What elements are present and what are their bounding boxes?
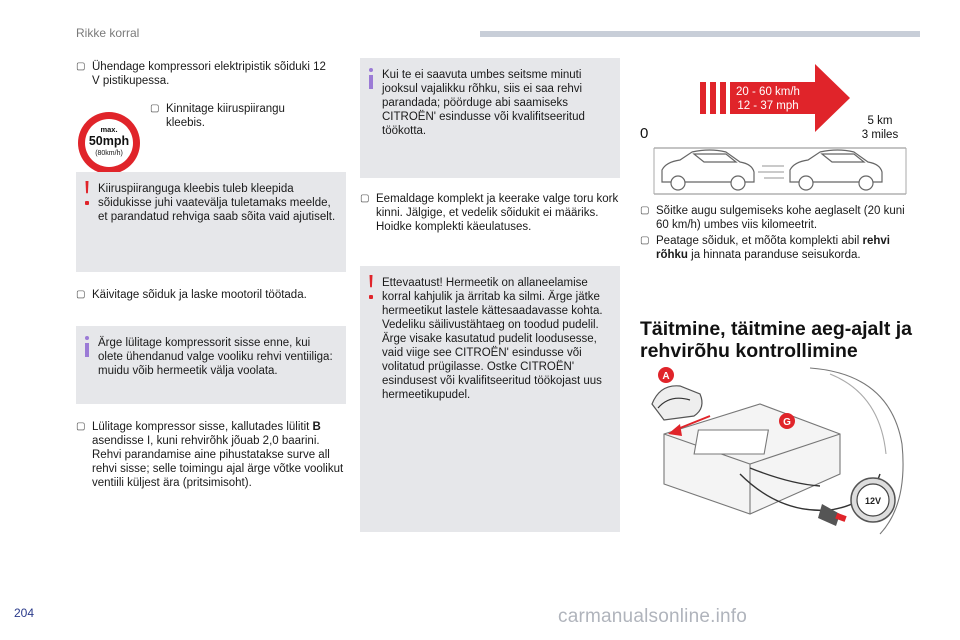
info-icon — [85, 343, 89, 357]
label-a-text: A — [662, 371, 670, 382]
step-text-part: Lülitage kompressor sisse, kallutades lülitit — [92, 421, 313, 433]
info-box-pressure — [360, 58, 620, 178]
warning-text: Kiiruspiiranguga kleebis tuleb kleepida sõidukisse juhi vaatevälja tuletamaks meelde, et parandatud rehviga saab sõita vaid ajutiselt. — [98, 183, 336, 223]
step-switch-on — [76, 420, 346, 490]
compressor-kit-illustration — [640, 364, 910, 536]
speed-mph-text: 12 - 37 mph — [737, 100, 799, 112]
checkbox-icon: ▢ — [76, 421, 86, 432]
warning-icon-dot — [369, 295, 373, 299]
info-icon-dot — [85, 336, 89, 340]
watermark: carmanualsonline.info — [558, 606, 748, 627]
distance-miles-text: 3 miles — [861, 129, 899, 141]
step-text: Eemaldage komplekt ja keerake valge toru kork kinni. Jälgige, et vedelik sõidukit ei määriks. Hoidke komplekti käeulatuses. — [376, 193, 619, 233]
speed-stripe — [720, 82, 726, 114]
info-icon — [369, 75, 373, 89]
checkbox-icon: ▢ — [640, 205, 650, 216]
warning-icon — [368, 275, 374, 292]
speed-stripe — [710, 82, 716, 114]
info-text: Ärge lülitage kompressorit sisse enne, kui olete ühendanud valge vooliku rehvi ventiiliga: muidu võib hermeetik välja voolata. — [98, 337, 333, 377]
warning-icon-dot — [85, 201, 89, 205]
section-title: Täitmine, täitmine aeg-ajalt ja rehvirõhu kontrollimine — [640, 318, 912, 362]
step-start-engine — [76, 288, 346, 302]
warning-box-sealant — [360, 266, 620, 532]
step-sticker — [150, 102, 310, 130]
drive-speed-illustration — [640, 62, 908, 196]
car-moving-icon — [758, 150, 882, 190]
step-text — [92, 421, 343, 489]
speed-kmh-text: 20 - 60 km/h — [736, 86, 800, 98]
warning-box-sticker — [76, 172, 346, 272]
step-connect-plug — [76, 60, 336, 88]
page-number: 204 — [14, 606, 35, 620]
step-text-part: ja hinnata paranduse seisukorda. — [687, 249, 861, 261]
checkbox-icon: ▢ — [640, 235, 650, 246]
checkbox-icon: ▢ — [360, 193, 370, 204]
checkbox-icon: ▢ — [76, 61, 86, 72]
checkbox-icon: ▢ — [76, 289, 86, 300]
compressor-body — [664, 404, 840, 514]
socket-label-text: 12V — [864, 496, 882, 506]
info-icon-dot — [369, 68, 373, 72]
sign-max-text: max. — [100, 125, 118, 134]
speed-arrow-icon — [730, 64, 850, 132]
car-start-icon — [662, 150, 754, 190]
info-text: Kui te ei saavuta umbes seitsme minuti jooksul vajalikku rõhku, siis ei saa rehvi parandada; pöörduge abi saamiseks CITROËN' esindusse või kvalifitseeritud töökotta. — [382, 69, 585, 137]
step-text: Ühendage kompressori elektripistik sõiduki 12 V pistikupessa. — [92, 61, 326, 87]
start-zero-text: 0 — [640, 125, 649, 142]
step-text-part: asendisse I, kuni rehvirõhk jõuab 2,0 baarini. Rehvi parandamise aine pihustatakse surve all rehvi sisse; selle toimingu ajal ärge võtke voolikut ventiili küljest ära (pritsimisoht). — [92, 435, 344, 489]
step-text-part: Peatage sõiduk, et mõõta komplekti abil — [656, 235, 863, 247]
switch-label: B — [312, 421, 321, 433]
step-text — [656, 235, 890, 261]
step-text: Kinnitage kiiruspiirangu kleebis. — [166, 103, 285, 129]
speed-stripe — [700, 82, 706, 114]
step-remove-kit — [360, 192, 620, 234]
info-box-hose — [76, 326, 346, 404]
speed-limit-sign-icon — [76, 110, 142, 176]
sign-speed-text: 50mph — [88, 134, 130, 148]
step-text: Sõitke augu sulgemiseks kohe aeglaselt (20 kuni 60 km/h) umbes viis kilomeetrit. — [656, 205, 905, 231]
step-stop-check — [640, 234, 920, 262]
warning-icon — [84, 181, 90, 198]
checkbox-icon: ▢ — [150, 103, 160, 114]
step-text: Käivitage sõiduk ja laske mootoril töötada. — [92, 289, 307, 301]
header-bar — [480, 31, 920, 37]
step-drive-slowly — [640, 204, 920, 232]
label-g-text: G — [783, 417, 791, 428]
sign-kmh-text: (80km/h) — [95, 150, 123, 157]
header-title: Rikke korral — [76, 26, 140, 40]
distance-km-text: 5 km — [867, 115, 893, 127]
step-text-bold: rehvi rõhku — [656, 235, 890, 261]
warning-text: Ettevaatust! Hermeetik on allaneelamise korral kahjulik ja ärritab ka silmi. Ärge jätke hermeetikut lastele kättesaadavasse kohta. Vedeliku säilivustähtaeg on toodud pudelil. Ärge visake kasutatud pudelit loodusesse, vaid viige see CITROËN' esindusse või volitatud prügilasse. Ostke CITROËN' esindusest või kvalifitseeritud töökojast uus hermeetikupudel. — [382, 277, 603, 401]
